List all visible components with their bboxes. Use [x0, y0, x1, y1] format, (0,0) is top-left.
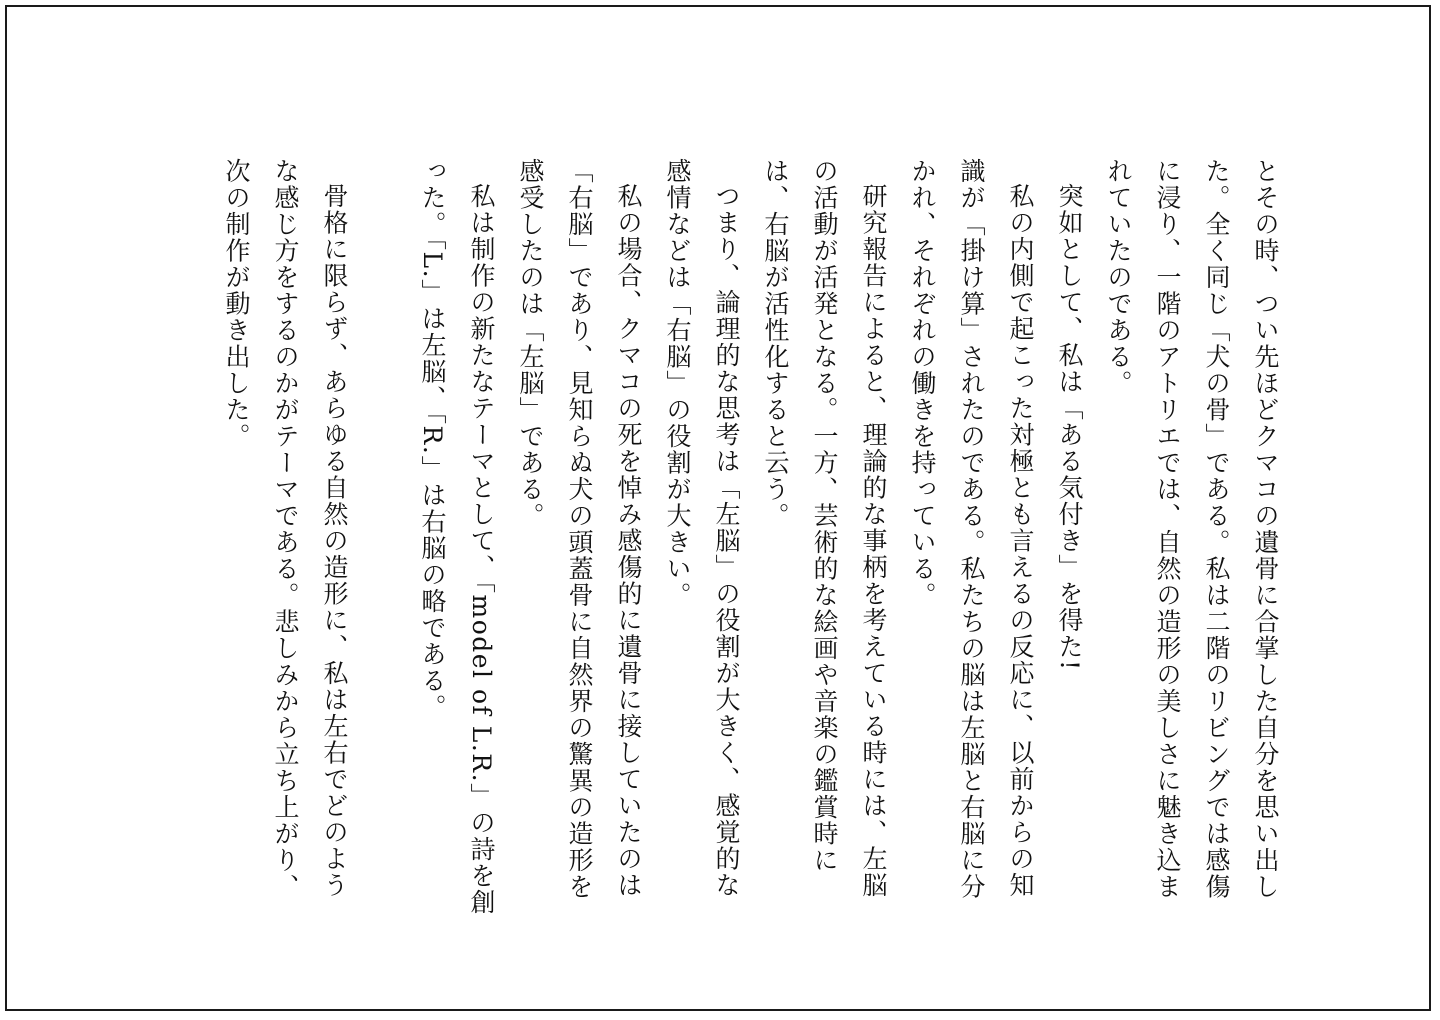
paragraph-4: 研究報告によると、理論的な事柄を考えている時には、左脳の活動が活発となる。一方、芸術的な絵画や音楽の鑑賞時には、右脳が活性化すると云う。 — [761, 158, 888, 899]
paragraph-7: 私は制作の新たなテーマとして、「model of L.R.」の詩を創った。「L.」は左脳、「R.」は右脳の略である。 — [418, 158, 496, 916]
paragraph-2: 突如として、私は「ある気付き」を得た! — [1055, 183, 1084, 672]
paragraph-5: つまり、論理的な思考は「左脳」の役割が大きく、感覚的な感情などは「右脳」の役割が大きい。 — [663, 158, 741, 899]
paragraph-6: 私の場合、クマコの死を悼み感傷的に遺骨に接していたのは「右脳」であり、見知らぬ犬の頭蓋骨に自然界の驚異の造形を感受したのは「左脳」である。 — [516, 158, 643, 900]
vertical-text-body — [212, 158, 1290, 918]
paragraph-8: 骨格に限らず、あらゆる自然の造形に、私は左右でどのような感じ方をするのかがテーマである。悲しみから立ち上がり、次の制作が動き出した。 — [222, 158, 349, 900]
paragraph-1: とその時、つい先ほどクマコの遺骨に合掌した自分を思い出した。全く同じ「犬の骨」である。私は二階のリビングでは感傷に浸り、一階のアトリエでは、自然の造形の美しさに魅き込まれていたのである。 — [1104, 158, 1280, 900]
paragraph-3: 私の内側で起こった対極とも言えるの反応に、以前からの知識が「掛け算」されたのである。私たちの脳は左脳と右脳に分かれ、それぞれの働きを持っている。 — [908, 158, 1035, 900]
